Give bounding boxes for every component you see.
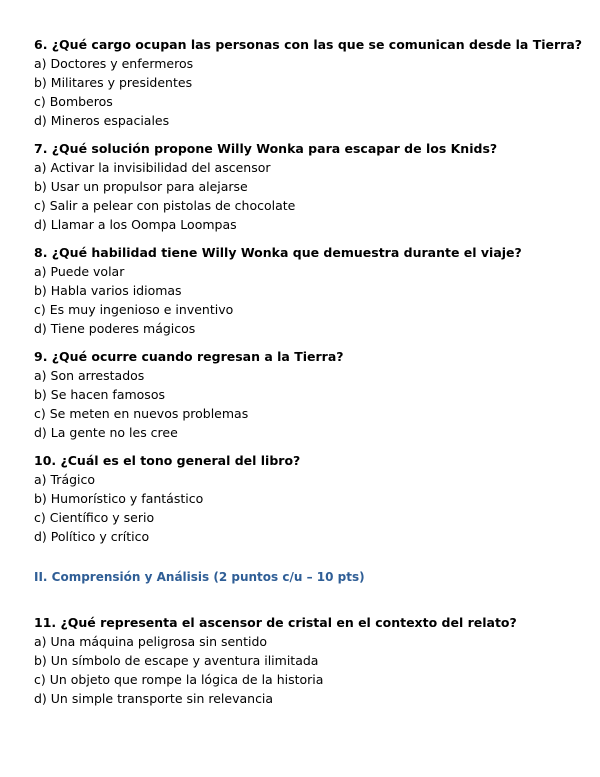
question-7 <box>34 139 497 234</box>
question-title: 8. ¿Qué habilidad tiene Willy Wonka que demuestra durante el viaje? <box>34 245 522 260</box>
question-title: 7. ¿Qué solución propone Willy Wonka para escapar de los Knids? <box>34 141 498 156</box>
option-a: a) Son arrestados <box>34 368 145 383</box>
option-d: d) Tiene poderes mágicos <box>34 321 196 336</box>
option-a: a) Puede volar <box>34 264 125 279</box>
option-b: b) Humorístico y fantástico <box>34 491 204 506</box>
option-b: b) Un símbolo de escape y aventura ilimitada <box>34 653 319 668</box>
option-a: a) Trágico <box>34 472 96 487</box>
option-d: d) Llamar a los Oompa Loompas <box>34 217 237 232</box>
question-title: 6. ¿Qué cargo ocupan las personas con las que se comunican desde la Tierra? <box>34 37 583 52</box>
option-d: d) Un simple transporte sin relevancia <box>34 691 274 706</box>
option-c: c) Se meten en nuevos problemas <box>34 406 249 421</box>
option-d: d) La gente no les cree <box>34 425 178 440</box>
question-10 <box>34 451 300 546</box>
option-c: c) Salir a pelear con pistolas de chocolate <box>34 198 296 213</box>
option-d: d) Mineros espaciales <box>34 113 170 128</box>
option-c: c) Científico y serio <box>34 510 155 525</box>
option-b: b) Militares y presidentes <box>34 75 193 90</box>
section-heading: II. Comprensión y Análisis (2 puntos c/u – 10 pts) <box>34 570 365 584</box>
option-c: c) Un objeto que rompe la lógica de la historia <box>34 672 324 687</box>
question-title: 10. ¿Cuál es el tono general del libro? <box>34 453 301 468</box>
option-c: c) Bomberos <box>34 94 113 109</box>
question-title: 11. ¿Qué representa el ascensor de cristal en el contexto del relato? <box>34 615 517 630</box>
option-b: b) Habla varios idiomas <box>34 283 182 298</box>
option-a: a) Activar la invisibilidad del ascensor <box>34 160 271 175</box>
option-a: a) Doctores y enfermeros <box>34 56 194 71</box>
question-11 <box>34 613 517 708</box>
option-a: a) Una máquina peligrosa sin sentido <box>34 634 268 649</box>
question-8 <box>34 243 522 338</box>
question-title: 9. ¿Qué ocurre cuando regresan a la Tierra? <box>34 349 344 364</box>
question-9 <box>34 347 344 442</box>
option-c: c) Es muy ingenioso e inventivo <box>34 302 234 317</box>
option-b: b) Se hacen famosos <box>34 387 165 402</box>
option-d: d) Político y crítico <box>34 529 150 544</box>
question-6 <box>34 35 582 130</box>
option-b: b) Usar un propulsor para alejarse <box>34 179 248 194</box>
